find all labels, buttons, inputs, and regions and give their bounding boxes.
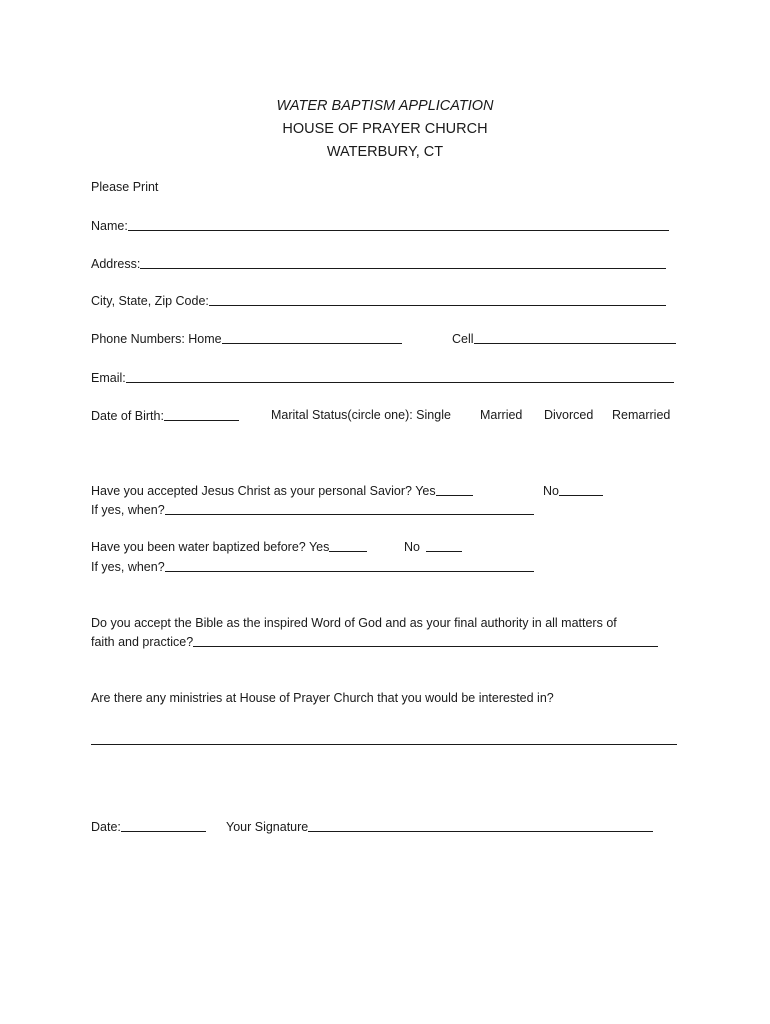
email-field[interactable] (126, 370, 674, 383)
signature-label: Your Signature (226, 820, 309, 834)
q2-text: Have you been water baptized before? Yes (91, 540, 330, 554)
q2-when-field[interactable] (165, 559, 534, 572)
city-row (91, 293, 666, 308)
q3-text-line1: Do you accept the Bible as the inspired Word of God and as your final authority in all matters of (91, 616, 617, 630)
phone-home-field[interactable] (222, 331, 402, 344)
q1-row (91, 483, 473, 498)
form-title: WATER BAPTISM APPLICATION (276, 98, 494, 114)
church-location: WATERBURY, CT (326, 144, 444, 160)
q3-text-line2: faith and practice? (91, 635, 194, 649)
q1-yes-field[interactable] (436, 483, 473, 496)
date-label: Date: (91, 820, 121, 834)
email-label: Email: (91, 371, 126, 385)
q4-text: Are there any ministries at House of Prayer Church that you would be interested in? (91, 691, 554, 705)
q2-when-label: If yes, when? (91, 560, 165, 574)
date-row (91, 819, 206, 834)
marital-status-label: Marital Status(circle one): Single (271, 408, 451, 422)
name-field[interactable] (128, 218, 669, 231)
address-field[interactable] (140, 256, 666, 269)
phone-home-label: Phone Numbers: Home (91, 332, 222, 346)
q1-no-field[interactable] (559, 483, 603, 496)
marital-option-divorced[interactable]: Divorced (544, 408, 594, 422)
date-field[interactable] (121, 819, 206, 832)
dob-row (91, 408, 239, 423)
city-state-zip-label: City, State, Zip Code: (91, 294, 209, 308)
q4-answer-field[interactable] (91, 744, 677, 745)
please-print-instruction: Please Print (91, 180, 159, 194)
q2-no-label: No (404, 540, 420, 554)
marital-option-married[interactable]: Married (480, 408, 523, 422)
q2-no-field[interactable] (426, 539, 462, 552)
dob-label: Date of Birth: (91, 409, 164, 423)
address-row (91, 256, 666, 271)
q2-no-row (404, 539, 462, 554)
dob-field[interactable] (164, 408, 239, 421)
q1-text: Have you accepted Jesus Christ as your personal Savior? Yes (91, 484, 436, 498)
signature-row (226, 819, 653, 834)
q1-no-label: No (543, 484, 559, 498)
q3-answer-field[interactable] (193, 634, 658, 647)
phone-cell-label: Cell (452, 332, 474, 346)
phone-cell-field[interactable] (474, 331, 676, 344)
q1-when-row (91, 502, 534, 517)
q2-when-row (91, 559, 534, 574)
name-row (91, 218, 669, 233)
marital-option-remarried[interactable]: Remarried (612, 408, 671, 422)
cell-row (452, 331, 676, 346)
q2-yes-field[interactable] (329, 539, 367, 552)
q1-when-field[interactable] (165, 502, 534, 515)
church-name: HOUSE OF PRAYER CHURCH (282, 121, 488, 137)
address-label: Address: (91, 257, 141, 271)
q3-row (91, 634, 658, 649)
form-header (0, 95, 770, 164)
q1-when-label: If yes, when? (91, 503, 165, 517)
signature-field[interactable] (308, 819, 653, 832)
email-row (91, 370, 674, 385)
phone-row (91, 331, 402, 346)
name-label: Name: (91, 219, 128, 233)
q1-no-row (543, 483, 603, 498)
city-state-zip-field[interactable] (209, 293, 666, 306)
q2-row (91, 539, 367, 554)
